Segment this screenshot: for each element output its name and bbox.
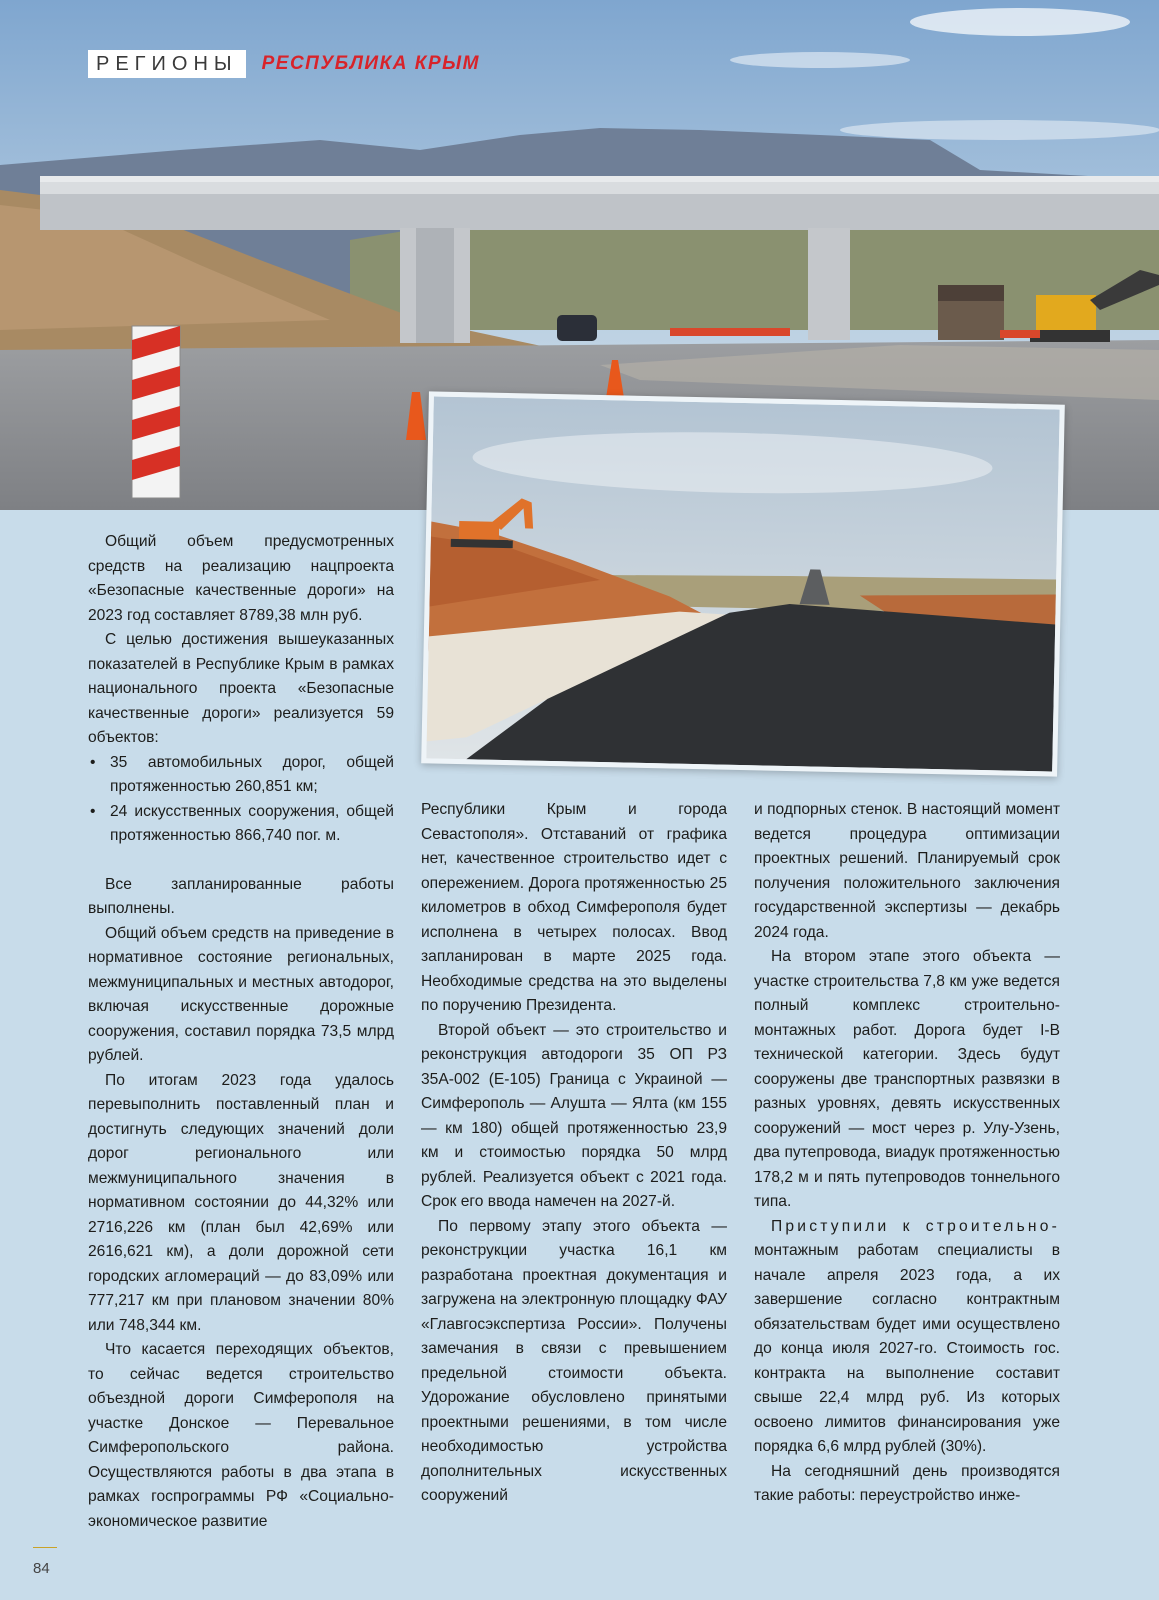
new-asphalt-road-photo-icon bbox=[426, 396, 1059, 771]
text-column-1 bbox=[88, 530, 394, 1534]
section-label: РЕГИОНЫ bbox=[88, 50, 246, 78]
paragraph: По итогам 2023 года удалось перевыполнить поставленный план и достигнуть следующих значений доли дорог регионального или межмуниципального значения в нормативном состоянии до 44,32% или 2716,226 км (план был 42,69% или 2616,621 км), а доли дорожной сети городских агломераций — до 83,09% или 777,217 км при плановом значении 80% или 748,344 км. bbox=[88, 1071, 394, 1334]
paragraph-lead: Приступили к строительно- bbox=[771, 1217, 1060, 1235]
paragraph: С целью достижения вышеуказанных показателей в Республике Крым в рамках национального проекта «Безопасные качественные дороги» реализуется 59 объектов: bbox=[88, 631, 394, 746]
paragraph bbox=[754, 1215, 1060, 1460]
paragraph: На сегодняшний день производятся такие работы: переустройство инже- bbox=[754, 1462, 1060, 1504]
list-item: • 35 автомобильных дорог, общей протяженностью 260,851 км; bbox=[88, 751, 394, 800]
bullet-list bbox=[88, 751, 394, 849]
paragraph: Что касается переходящих объектов, то сейчас ведется строительство объездной дороги Симферополя на участке Донское — Перевальное Симферопольского района. Осуществляются работы в два этапа в рамках госпрограммы РФ «Социально-экономическое развитие bbox=[88, 1341, 394, 1530]
paragraph: Республики Крым и города Севастополя». Отставаний от графика нет, качественное строительство идет с опережением. Дорога протяженностью 25 километров в обход Симферополя будет исполнена в четырех полосах. Ввод запланирован в марте 2025 года. Необходимые средства на это выделены по поручению Президента. bbox=[421, 801, 727, 1014]
paragraph: и подпорных стенок. В настоящий момент ведется процедура оптимизации проектных решений. Планируемый срок получения положительного заключения государственной экспертизы — декабрь 2024 года. bbox=[754, 801, 1060, 941]
paragraph-body: монтажным работам специалисты в начале апреля 2023 года, а их завершение согласно контрактным обязательствам будет ими осуществлено до конца июля 2027-го. Стоимость гос. контракта на выполнение составит свыше 22,4 млрд руб. Из которых освоено лимитов финансирования уже порядка 6,6 млрд рублей (30%). bbox=[754, 1242, 1060, 1455]
page-number-rule bbox=[33, 1547, 57, 1548]
spacer bbox=[88, 849, 394, 873]
list-item: • 24 искусственных сооружения, общей протяженностью 866,740 пог. м. bbox=[88, 800, 394, 849]
page-number: 84 bbox=[33, 1560, 50, 1577]
text-column-3 bbox=[754, 798, 1060, 1509]
paragraph: Второй объект — это строительство и реконструкция автодороги 35 ОП РЗ 35А-002 (Е-105) Граница с Украиной — Симферополь — Алушта — Ялта (км 155 — км 180) общей протяженностью 23,9 км и стоимостью порядка 50 млрд рублей. Реализуется объект с 2021 года. Срок его ввода намечен на 2027-й. bbox=[421, 1021, 727, 1210]
paragraph: На втором этапе этого объекта — участке строительства 7,8 км уже ведется полный комплекс строительно-монтажных работ. Дорога будет I-В технической категории. Здесь будут сооружены две транспортных развязки в разных уровнях, девять искусственных сооружений — мост через р. Улу-Узень, два путепровода, виадук протяженностью 178,2 м и пять путепроводов тоннельного типа. bbox=[754, 948, 1060, 1210]
paragraph: По первому этапу этого объекта — реконструкции участка 16,1 км разработана проектная документация и загружена на электронную площадку ФАУ «Главгосэкспертиза России». Получены замечания в связи с превышением предельной стоимости объекта. Удорожание обусловлено принятыми проектными решениями, в том числе необходимостью устройства дополнительных искусственных сооружений bbox=[421, 1217, 727, 1504]
striped-barrier-icon bbox=[132, 326, 180, 498]
paragraph: Все запланированные работы выполнены. bbox=[88, 875, 394, 917]
paragraph: Общий объем предусмотренных средств на реализацию нацпроекта «Безопасные качественные дороги» на 2023 год составляет 8789,38 млн руб. bbox=[88, 533, 394, 624]
inset-photo bbox=[421, 391, 1065, 776]
text-column-2 bbox=[421, 798, 727, 1509]
subsection-label: РЕСПУБЛИКА КРЫМ bbox=[261, 53, 480, 74]
paragraph: Общий объем средств на приведение в нормативное состояние региональных, межмуниципальных и местных автодорог, включая искусственные дорожные сооружения, составил порядка 73,5 млрд рублей. bbox=[88, 924, 394, 1064]
section-header bbox=[88, 50, 480, 78]
